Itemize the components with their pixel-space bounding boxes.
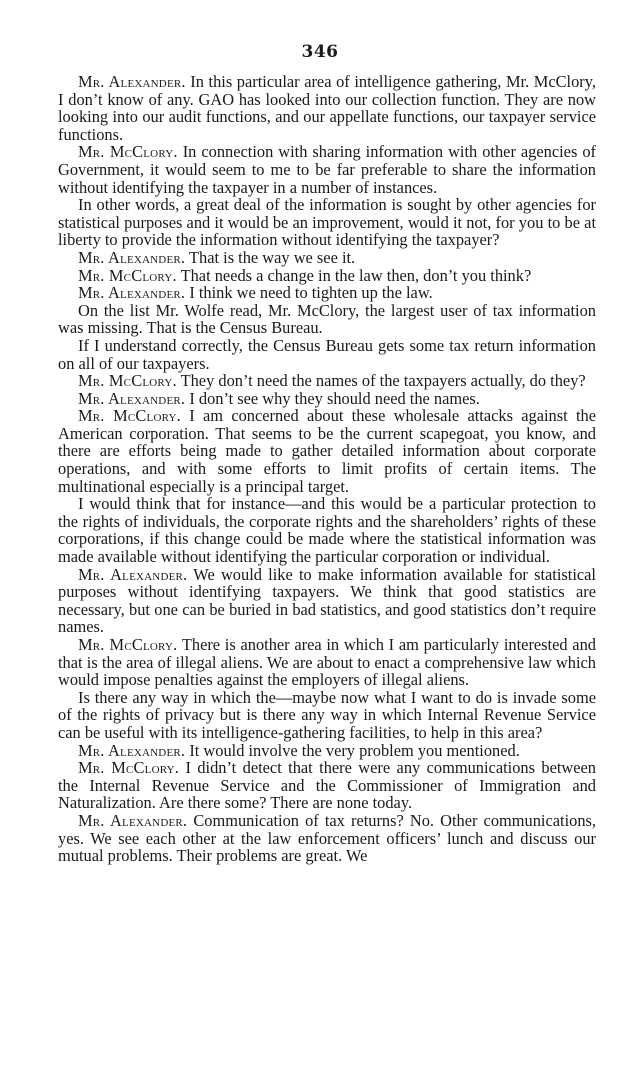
paragraph-text: I think we need to tighten up the law. [185, 283, 433, 303]
paragraph [58, 407, 596, 495]
paragraph [58, 73, 596, 143]
paragraph [58, 390, 596, 408]
speaker-name: Mr. Alexander. [78, 388, 186, 408]
speaker-name: Mr. Alexander. [78, 247, 186, 267]
speaker-name: Mr. Alexander. [78, 72, 186, 91]
speaker-name: Mr. McClory. [78, 265, 177, 285]
speaker-name: Mr. McClory. [78, 406, 181, 426]
paragraph [58, 636, 596, 689]
paragraph-text: I didn’t detect that there were any communications between the Internal Revenue Service and the Commissioner of Immigration and Naturalization. Are there some? There are none today. [58, 758, 596, 813]
paragraph-text: In this particular area of intelligence gathering, Mr. McClory, I don’t know of any. GAO has looked into our collection function. They are now looking into our audit functions, and our appellate functions, our taxpayer service functions. [58, 72, 596, 144]
speaker-name: Mr. Alexander. [78, 740, 186, 760]
paragraph [58, 249, 596, 267]
paragraph-text: I am concerned about these wholesale attacks against the American corporation. That seems to be the current scapegoat, you know, and there are efforts being made to gather detailed information about corporate operations, and with some efforts to limit profits of certain items. The multinational especially is a principal target. [58, 406, 596, 496]
paragraph-text: It would involve the very problem you mentioned. [185, 740, 520, 760]
paragraph-text: In connection with sharing information with other agencies of Government, it would seem to me to be far preferable to share the information without identifying the taxpayer in a number of instances. [58, 142, 596, 197]
paragraph-text: On the list Mr. Wolfe read, Mr. McClory, the largest user of tax information was missing. That is the Census Bureau. [58, 300, 596, 338]
paragraph [58, 337, 596, 372]
paragraph-text: We would like to make information available for statistical purposes without identifying taxpayers. We think that good statistics are necessary, but one can be buried in bad statistics, and good statistics don’t require names. [58, 564, 596, 637]
paragraph-text: Communication of tax returns? No. Other communications, yes. We see each other at the law enforcement officers’ lunch and discuss our mutual problems. Their problems are great. We [58, 810, 596, 866]
paragraph [58, 689, 596, 742]
paragraph [58, 302, 596, 337]
paragraph-text: There is another area in which I am particularly interested and that is the area of illegal aliens. We are about to enact a comprehensive law which would impose penalties against the employers of illegal aliens. [58, 635, 596, 690]
paragraph-text: That needs a change in the law then, don’t you think? [176, 265, 532, 285]
paragraph [58, 284, 596, 302]
paragraph-text: Is there any way in which the—maybe now what I want to do is invade some of the rights of privacy but is there any way in which Internal Revenue Service can be useful with its intelligence-gathering facilities, to help in this area? [58, 687, 596, 742]
paragraph [58, 372, 596, 390]
paragraph-text: In other words, a great deal of the information is sought by other agencies for statistical purposes and it would be an improvement, would it not, for you to be at liberty to provide the information without identifying the taxpayer? [58, 195, 596, 250]
paragraph [58, 495, 596, 565]
speaker-name: Mr. Alexander. [78, 810, 188, 830]
paragraph-text: If I understand correctly, the Census Bureau gets some tax return information on all of our taxpayers. [58, 335, 596, 373]
speaker-name: Mr. McClory. [78, 142, 178, 162]
paragraph-text: That is the way we see it. [185, 247, 356, 267]
paragraph-text: They don’t need the names of the taxpayers actually, do they? [176, 371, 586, 391]
paragraph [58, 742, 596, 760]
paragraph [58, 143, 596, 196]
hearing-transcript [58, 73, 596, 865]
paragraph-text: I don’t see why they should need the names. [185, 388, 480, 408]
paragraph [58, 267, 596, 285]
speaker-name: Mr. Alexander. [78, 283, 186, 303]
paragraph [58, 812, 596, 865]
paragraph-text: I would think that for instance—and this would be a particular protection to the rights of individuals, the corporate rights and the shareholders’ rights of these corporations, if this change could be made where the statistical information was made available without identifying the particular corporation or individual. [58, 494, 596, 567]
speaker-name: Mr. Alexander. [78, 564, 188, 584]
paragraph [58, 196, 596, 249]
page-number: 346 [301, 42, 339, 62]
speaker-name: Mr. McClory. [78, 371, 177, 391]
paragraph [58, 759, 596, 812]
paragraph [58, 566, 596, 636]
speaker-name: Mr. McClory. [78, 758, 180, 778]
speaker-name: Mr. McClory. [78, 635, 178, 654]
